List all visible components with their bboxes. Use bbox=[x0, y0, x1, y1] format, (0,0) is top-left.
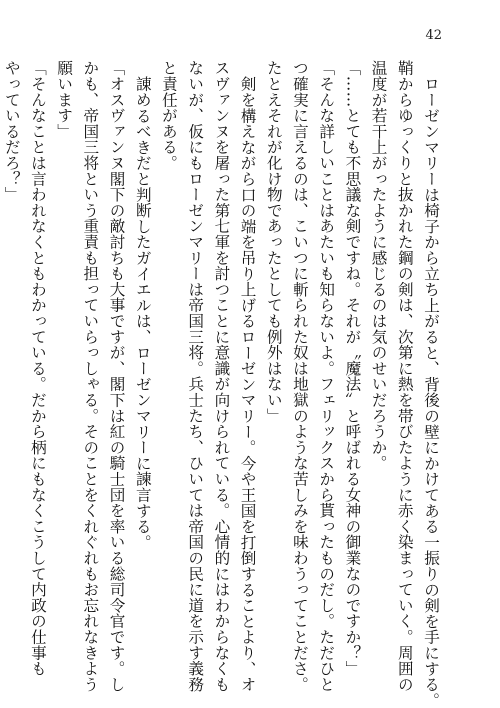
text-line: 鞘からゆっくりと抜かれた鋼の剣は、次第に熱を帯びたように赤く染まっていく。周囲の bbox=[395, 60, 414, 692]
text-line: 「……とても不思議な剣ですね。それが〝魔法〟と呼ばれる女神の御業なのですか？」 bbox=[343, 60, 362, 677]
text-line: 願います」 bbox=[55, 60, 74, 139]
text-line: スヴァンヌを屠った第七軍を討つことに意識が向けられている。心情的にはわからなくも bbox=[212, 60, 231, 692]
text-line: やっているだろ？」 bbox=[2, 60, 21, 203]
text-line: と責任がある。 bbox=[159, 60, 178, 171]
text-line: たとえそれが化け物であったとしても例外はない」 bbox=[264, 60, 283, 424]
text-line: ないが、仮にもローゼンマリーは帝国三将。兵士たち、ひいては帝国の民に道を示す義務 bbox=[186, 60, 205, 692]
text-line: かも、帝国三将という重責も担っていらっしゃる。そのことをくれぐれもお忘れなきよう bbox=[81, 60, 100, 692]
text-line: 「そんな詳しいことはあたいも知らないよ。フェリックスから貰ったものだし。ただひと bbox=[317, 60, 336, 692]
text-line: 温度が若干上がったように感じるのは気のせいだろうか。 bbox=[369, 60, 388, 471]
page-number: 42 bbox=[425, 28, 442, 43]
text-line: ローゼンマリーは椅子から立ち上がると、背後の壁にかけてある一振りの剣を手にする。 bbox=[422, 75, 440, 708]
text-line: 諌めるべきだと判断したガイエルは、ローゼンマリーに諫言する。 bbox=[133, 75, 152, 550]
text-line: 「オスヴァンヌ閣下の敵討ちも大事ですが、閣下は紅の騎士団を率いる総司令官です。し bbox=[107, 60, 126, 692]
text-line: 剣を構えながら口の端を吊り上げるローゼンマリー。今や王国を打倒することより、オ bbox=[238, 75, 257, 692]
text-line: 「そんなことは言われなくともわかっている。だから柄にもなくこうして内政の仕事も bbox=[28, 60, 47, 677]
text-line: つ確実に言えるのは、こいつに斬られた奴は地獄のような苦しみを味わうってことださ。 bbox=[290, 60, 309, 692]
body-text bbox=[2, 60, 444, 708]
